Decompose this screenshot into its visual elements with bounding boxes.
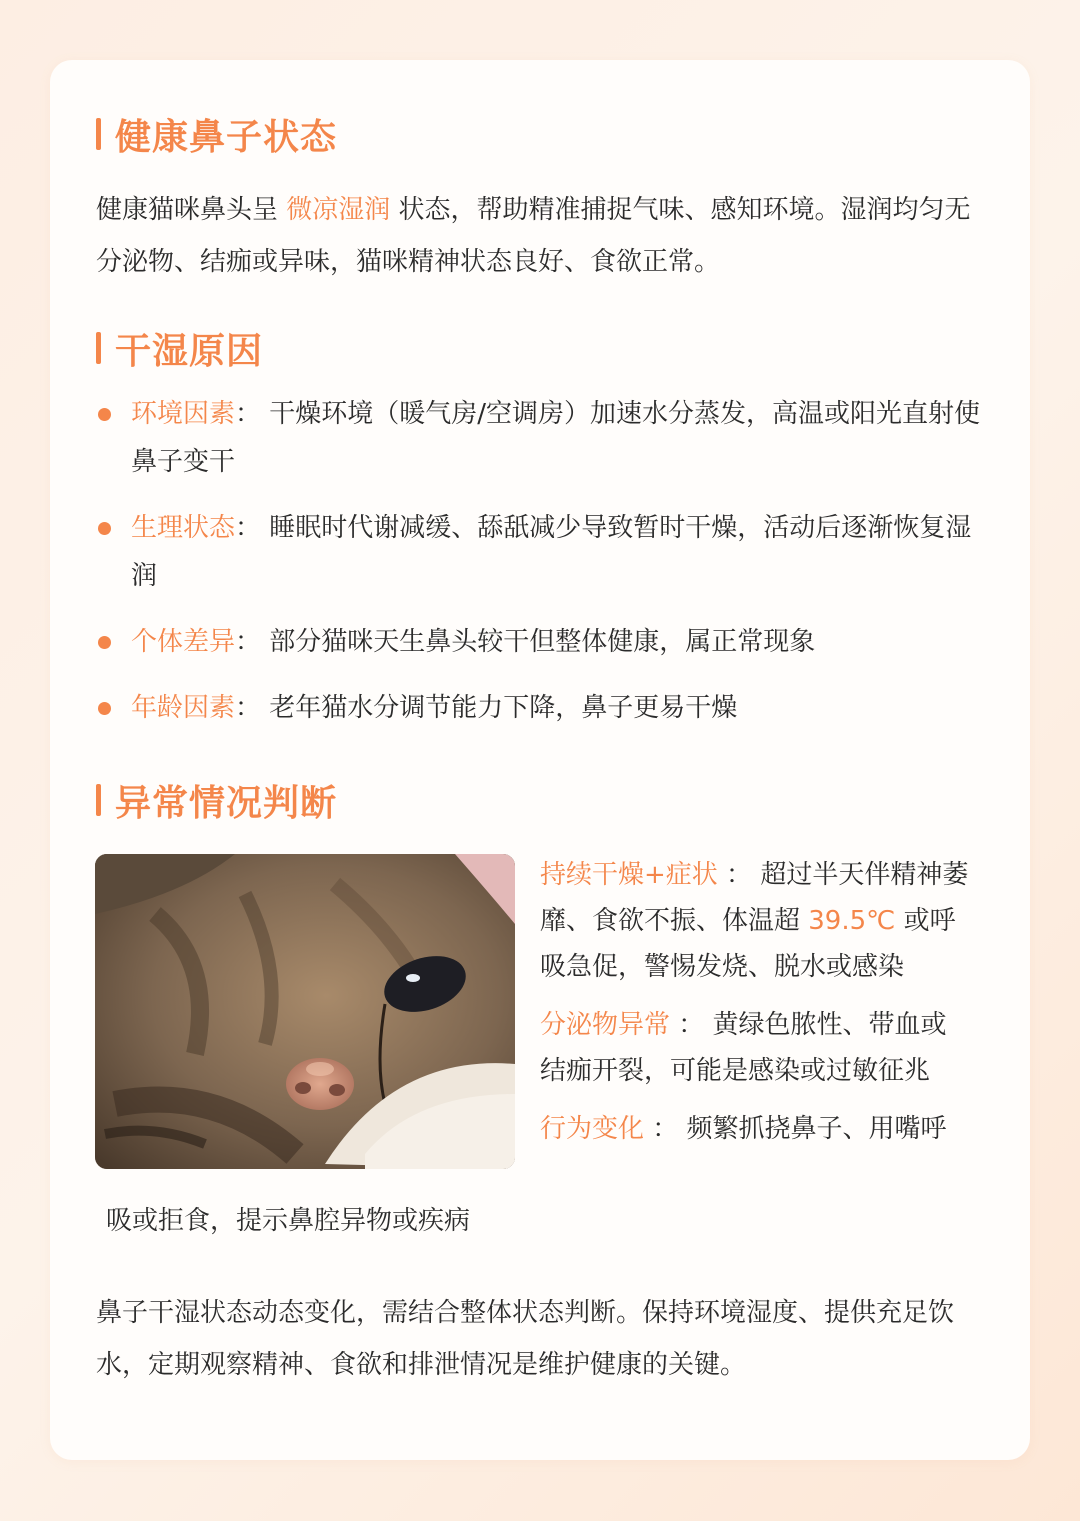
abnormal-item-discharge (540, 1002, 970, 1094)
bullet-dot-icon (98, 522, 111, 535)
paragraph-text: 健康猫咪鼻头呈 (96, 195, 287, 225)
section-title-healthy-nose (96, 112, 337, 156)
section-title-causes (96, 326, 263, 370)
abnormal-item-behavior-continued: 吸或拒食，提示鼻腔异物或疾病 (106, 1206, 471, 1236)
list-item (96, 504, 991, 600)
item-text: 睡眠时代谢减缓、舔舐减少导致暂时干燥，活动后逐渐恢复湿润 (131, 513, 972, 591)
abnormal-item-behavior (540, 1106, 970, 1152)
bullet-dot-icon (98, 636, 111, 649)
item-text: 干燥环境（暖气房/空调房）加速水分蒸发，高温或阳光直射使鼻子变干 (131, 399, 981, 477)
item-label: 持续干燥+症状 (540, 860, 718, 890)
abnormal-details (540, 852, 970, 1164)
bullet-dot-icon (98, 702, 111, 715)
item-text: 超过半天伴精神萎靡、食欲不振、体温超 (540, 860, 969, 936)
temperature-value: 39.5℃ (808, 906, 896, 936)
item-separator: ： (644, 1114, 687, 1144)
item-text: 老年猫水分调节能力下降，鼻子更易干燥 (269, 693, 738, 723)
list-item (96, 618, 991, 666)
item-label: 生理状态 (131, 513, 236, 543)
cat-nose-photo (95, 854, 515, 1169)
item-label: 环境因素 (131, 399, 236, 429)
list-item (96, 684, 991, 732)
paragraph-text: 状态，帮助精准捕捉气味、感知环境。湿润均匀无分泌物、结痂或异味，猫咪精神状态良好、食欲正常。 (96, 195, 971, 277)
item-text: 频繁抓挠鼻子、用嘴呼 (686, 1114, 947, 1144)
cat-face-illustration (95, 854, 515, 1169)
healthy-nose-paragraph (96, 184, 991, 288)
causes-list (96, 390, 991, 750)
item-text: 或呼吸急促，警惕发烧、脱水或感染 (540, 906, 956, 982)
item-separator: ： (235, 513, 270, 543)
title-accent-bar (96, 118, 101, 150)
item-separator: ： (235, 627, 270, 657)
bullet-dot-icon (98, 408, 111, 421)
item-label: 分泌物异常 (540, 1010, 671, 1040)
item-separator: ： (235, 399, 270, 429)
item-label: 行为变化 (540, 1114, 645, 1144)
item-separator: ： (235, 693, 270, 723)
title-accent-bar (96, 332, 101, 364)
item-separator: ： (717, 860, 761, 890)
summary-paragraph: 鼻子干湿状态动态变化，需结合整体状态判断。保持环境湿度、提供充足饮水，定期观察精神、食欲和排泄情况是维护健康的关键。 (96, 1298, 955, 1380)
item-label: 年龄因素 (131, 693, 236, 723)
list-item (96, 390, 991, 486)
section-title-abnormal (96, 778, 337, 822)
highlight-text: 微凉湿润 (286, 195, 391, 225)
abnormal-item-persistent-dry (540, 852, 970, 990)
item-text: 部分猫咪天生鼻头较干但整体健康，属正常现象 (269, 627, 816, 657)
item-separator: ： (670, 1010, 713, 1040)
item-label: 个体差异 (131, 627, 236, 657)
section-title-text: 干湿原因 (115, 330, 264, 372)
section-title-text: 异常情况判断 (115, 782, 338, 824)
content-card (50, 60, 1030, 1460)
title-accent-bar (96, 784, 101, 816)
section-title-text: 健康鼻子状态 (115, 116, 338, 158)
item-text: 黄绿色脓性、带血或结痂开裂，可能是感染或过敏征兆 (540, 1010, 947, 1086)
